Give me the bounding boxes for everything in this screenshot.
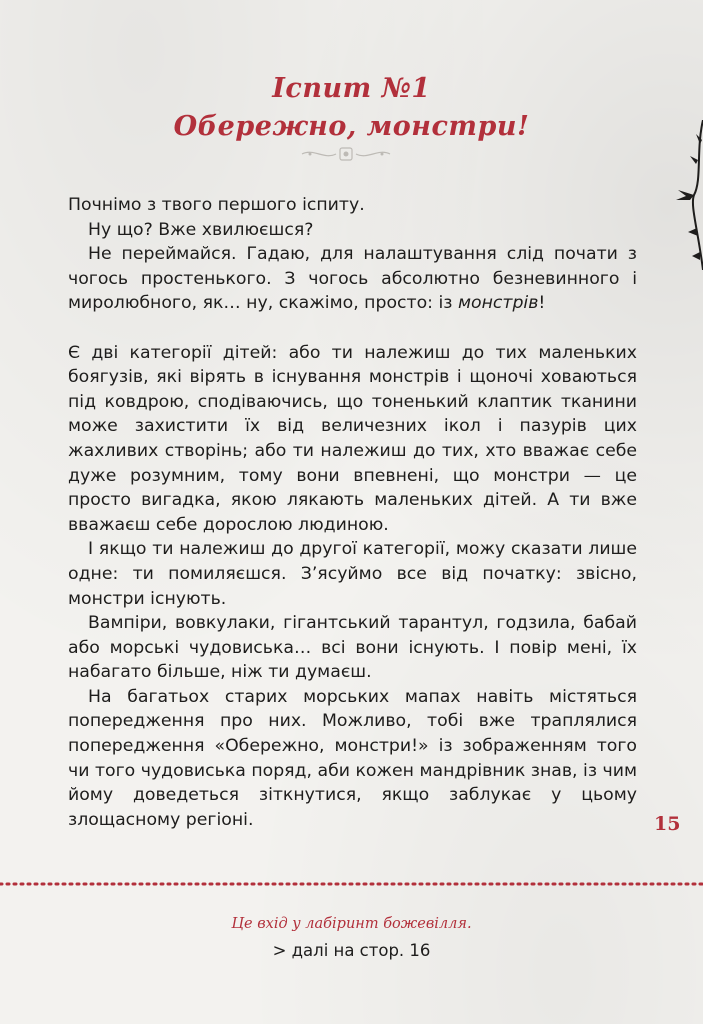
emphasis-monsters: монстрів bbox=[457, 293, 539, 314]
chapter-title-text: Обережно, монстри! bbox=[173, 111, 530, 142]
page-body bbox=[68, 193, 637, 832]
thorny-vine-icon bbox=[672, 120, 703, 270]
chapter-title-number: Іспит №1 bbox=[272, 73, 431, 104]
paragraph-7: На багатьох старих морських мапах навіть містяться попередження про них. Можливо, тобі вже траплялися попередження «Обережно, монстри!» із зображенням того чи того чудовиська поряд, аби кожен мандрівник знав, із чим йому доведеться зіткнутися, якщо заблукає у цьому злощасному регіоні. bbox=[68, 686, 637, 830]
paragraph-2: Ну що? Вже хвилюєшся? bbox=[88, 219, 314, 240]
paragraph-6: Вампіри, вовкулаки, гігантський тарантул, годзила, бабай або морські чудовиська… всі вони існують. І повір мені, їх набагато більше, ніж ти думаєш. bbox=[68, 613, 637, 683]
paragraph-spacer bbox=[68, 316, 637, 341]
footer-note: Це вхід у лабіринт божевілля. bbox=[231, 916, 472, 932]
paragraph-3-text: Не переймайся. Гадаю, для налаштування слід почати з чогось простенького. З чогось абсолютно безневинного і миролюбного, як… ну, скажімо, просто: із bbox=[68, 244, 637, 314]
paragraph-4: Є дві категорії дітей: або ти належиш до тих маленьких боягузів, які вірять в існування монстрів і щоночі ховаються під ковдрою, сподіваючись, що тоненький клаптик тканини може захистити їх від величезних ікол і пазурів цих жахливих створінь; або ти належиш до тих, хто вважає себе дуже розумним, тому вони впевнені, що монстри — це просто вигадка, якою лякають маленьких дітей. А ти вже вважаєш себе дорослою людиною. bbox=[68, 342, 637, 535]
paragraph-3 bbox=[68, 242, 637, 316]
next-page-link[interactable]: > далі на стор. 16 bbox=[272, 941, 431, 960]
paragraph-1: Почнімо з твого першого іспиту. bbox=[68, 195, 365, 215]
paragraph-3-end: ! bbox=[538, 293, 546, 314]
flourish-divider-icon bbox=[300, 146, 392, 162]
paragraph-5: І якщо ти належиш до другої категорії, можу сказати лише одне: ти помиляєшся. З’ясуймо все від початку: звісно, монстри існують. bbox=[68, 539, 637, 609]
dotted-divider bbox=[0, 880, 703, 888]
chapter-heading bbox=[0, 70, 703, 146]
page-number: 15 bbox=[654, 813, 681, 835]
